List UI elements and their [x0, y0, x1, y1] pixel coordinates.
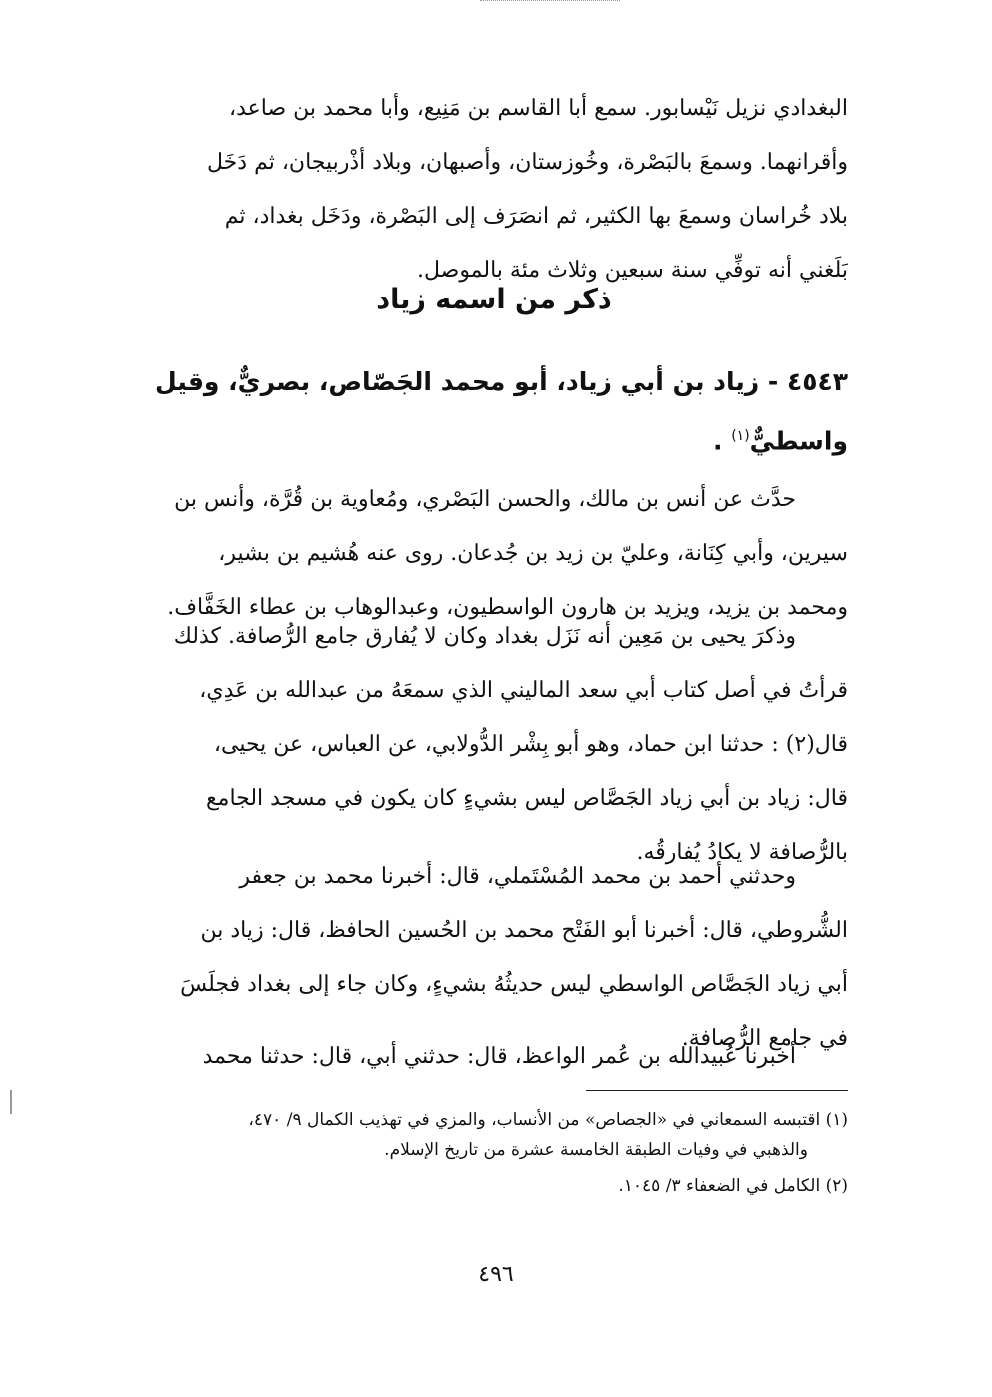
footnotes	[140, 1105, 848, 1201]
intro-paragraph	[140, 82, 848, 298]
text-line: وحدثني أحمد بن محمد المُسْتَملي، قال: أخبرنا محمد بن جعفر	[239, 864, 796, 889]
footnote-1-continued: والذهبي في وفيات الطبقة الخامسة عشرة من تاريخ الإسلام.	[384, 1140, 808, 1160]
text-line: وذكرَ يحيى بن مَعِين أنه نَزَل بغداد وكان لا يُفارق جامع الرُّصافة. كذلك	[173, 624, 796, 649]
text-line: بلاد خُراسان وسمعَ بها الكثير، ثم انصَرَف إلى البَصْرة، ودَخَل بغداد، ثم	[224, 204, 848, 229]
footnote-ref: (١)	[731, 428, 750, 444]
section-heading: ذكر من اسمه زياد	[376, 284, 612, 315]
text-line: بَلَغني أنه توفِّي سنة سبعين وثلاث مئة بالموصل.	[416, 258, 848, 283]
text-line: وأقرانهما. وسمعَ بالبَصْرة، وخُوزستان، وأصبهان، وبلاد أذْربيجان، ثم دَخَل	[207, 150, 848, 175]
entry-heading-end: .	[712, 426, 732, 456]
text-line: قال: زياد بن أبي زياد الجَصَّاص ليس بشيءٍ كان يكون في مسجد الجامع	[205, 786, 848, 811]
page-number: ٤٩٦	[478, 1262, 514, 1287]
text-line: بالرُّصافة لا يكادُ يُفارقُه.	[636, 840, 848, 865]
paragraph-ubaidullah	[140, 1030, 848, 1084]
scan-margin-mark	[10, 1090, 12, 1114]
footnote-separator	[586, 1090, 848, 1091]
scan-edge-mark	[480, 0, 620, 1]
entry-heading-text: واسطيٌّ	[749, 426, 848, 456]
paragraph-ibn-maein	[140, 610, 848, 880]
entry-heading-line	[140, 409, 848, 463]
text-line: في جامع الرُّصافة.	[681, 1026, 848, 1051]
text-line: قال(٢) : حدثنا ابن حماد، وهو أبو بِشْر الدُّولابي، عن العباس، عن يحيى،	[213, 732, 848, 757]
text-line: سيرين، وأبي كِنَانة، وعليّ بن زيد بن جُدعان. روى عنه هُشيم بن بشير،	[218, 541, 848, 566]
text-line: ومحمد بن يزيد، ويزيد بن هارون الواسطيون، وعبدالوهاب بن عطاء الخَفَّاف.	[167, 595, 848, 620]
text-line: حدَّث عن أنس بن مالك، والحسن البَصْري، ومُعاوية بن قُرَّة، وأنس بن	[174, 487, 796, 512]
text-line: أخبرنا عُبيدالله بن عُمر الواعظ، قال: حدثني أبي، قال: حدثنا محمد	[202, 1044, 796, 1069]
footnote-2: (٢) الكامل في الضعفاء ٣/ ١٠٤٥.	[618, 1176, 848, 1196]
footnote-1: (١) اقتبسه السمعاني في «الجصاص» من الأنساب، والمزي في تهذيب الكمال ٩/ ٤٧٠،	[248, 1110, 848, 1130]
text-line: البغدادي نزيل نَيْسابور. سمع أبا القاسم بن مَنِيع، وأبا محمد بن صاعد،	[228, 96, 848, 121]
text-line: أبي زياد الجَصَّاص الواسطي ليس حديثُهُ بشيءٍ، وكان جاء إلى بغداد فجلَسَ	[180, 972, 848, 997]
text-line: قرأتُ في أصل كتاب أبي سعد الماليني الذي سمعَهُ من عبدالله بن عَدِي،	[199, 678, 848, 703]
entry-heading-line: ٤٥٤٣ - زياد بن أبي زياد، أبو محمد الجَصّاص، بصريٌّ، وقيل	[155, 367, 848, 396]
text-line: الشُّروطي، قال: أخبرنا أبو الفَتْح محمد بن الحُسين الحافظ، قال: زياد بن	[200, 918, 848, 943]
entry-heading	[140, 355, 848, 463]
